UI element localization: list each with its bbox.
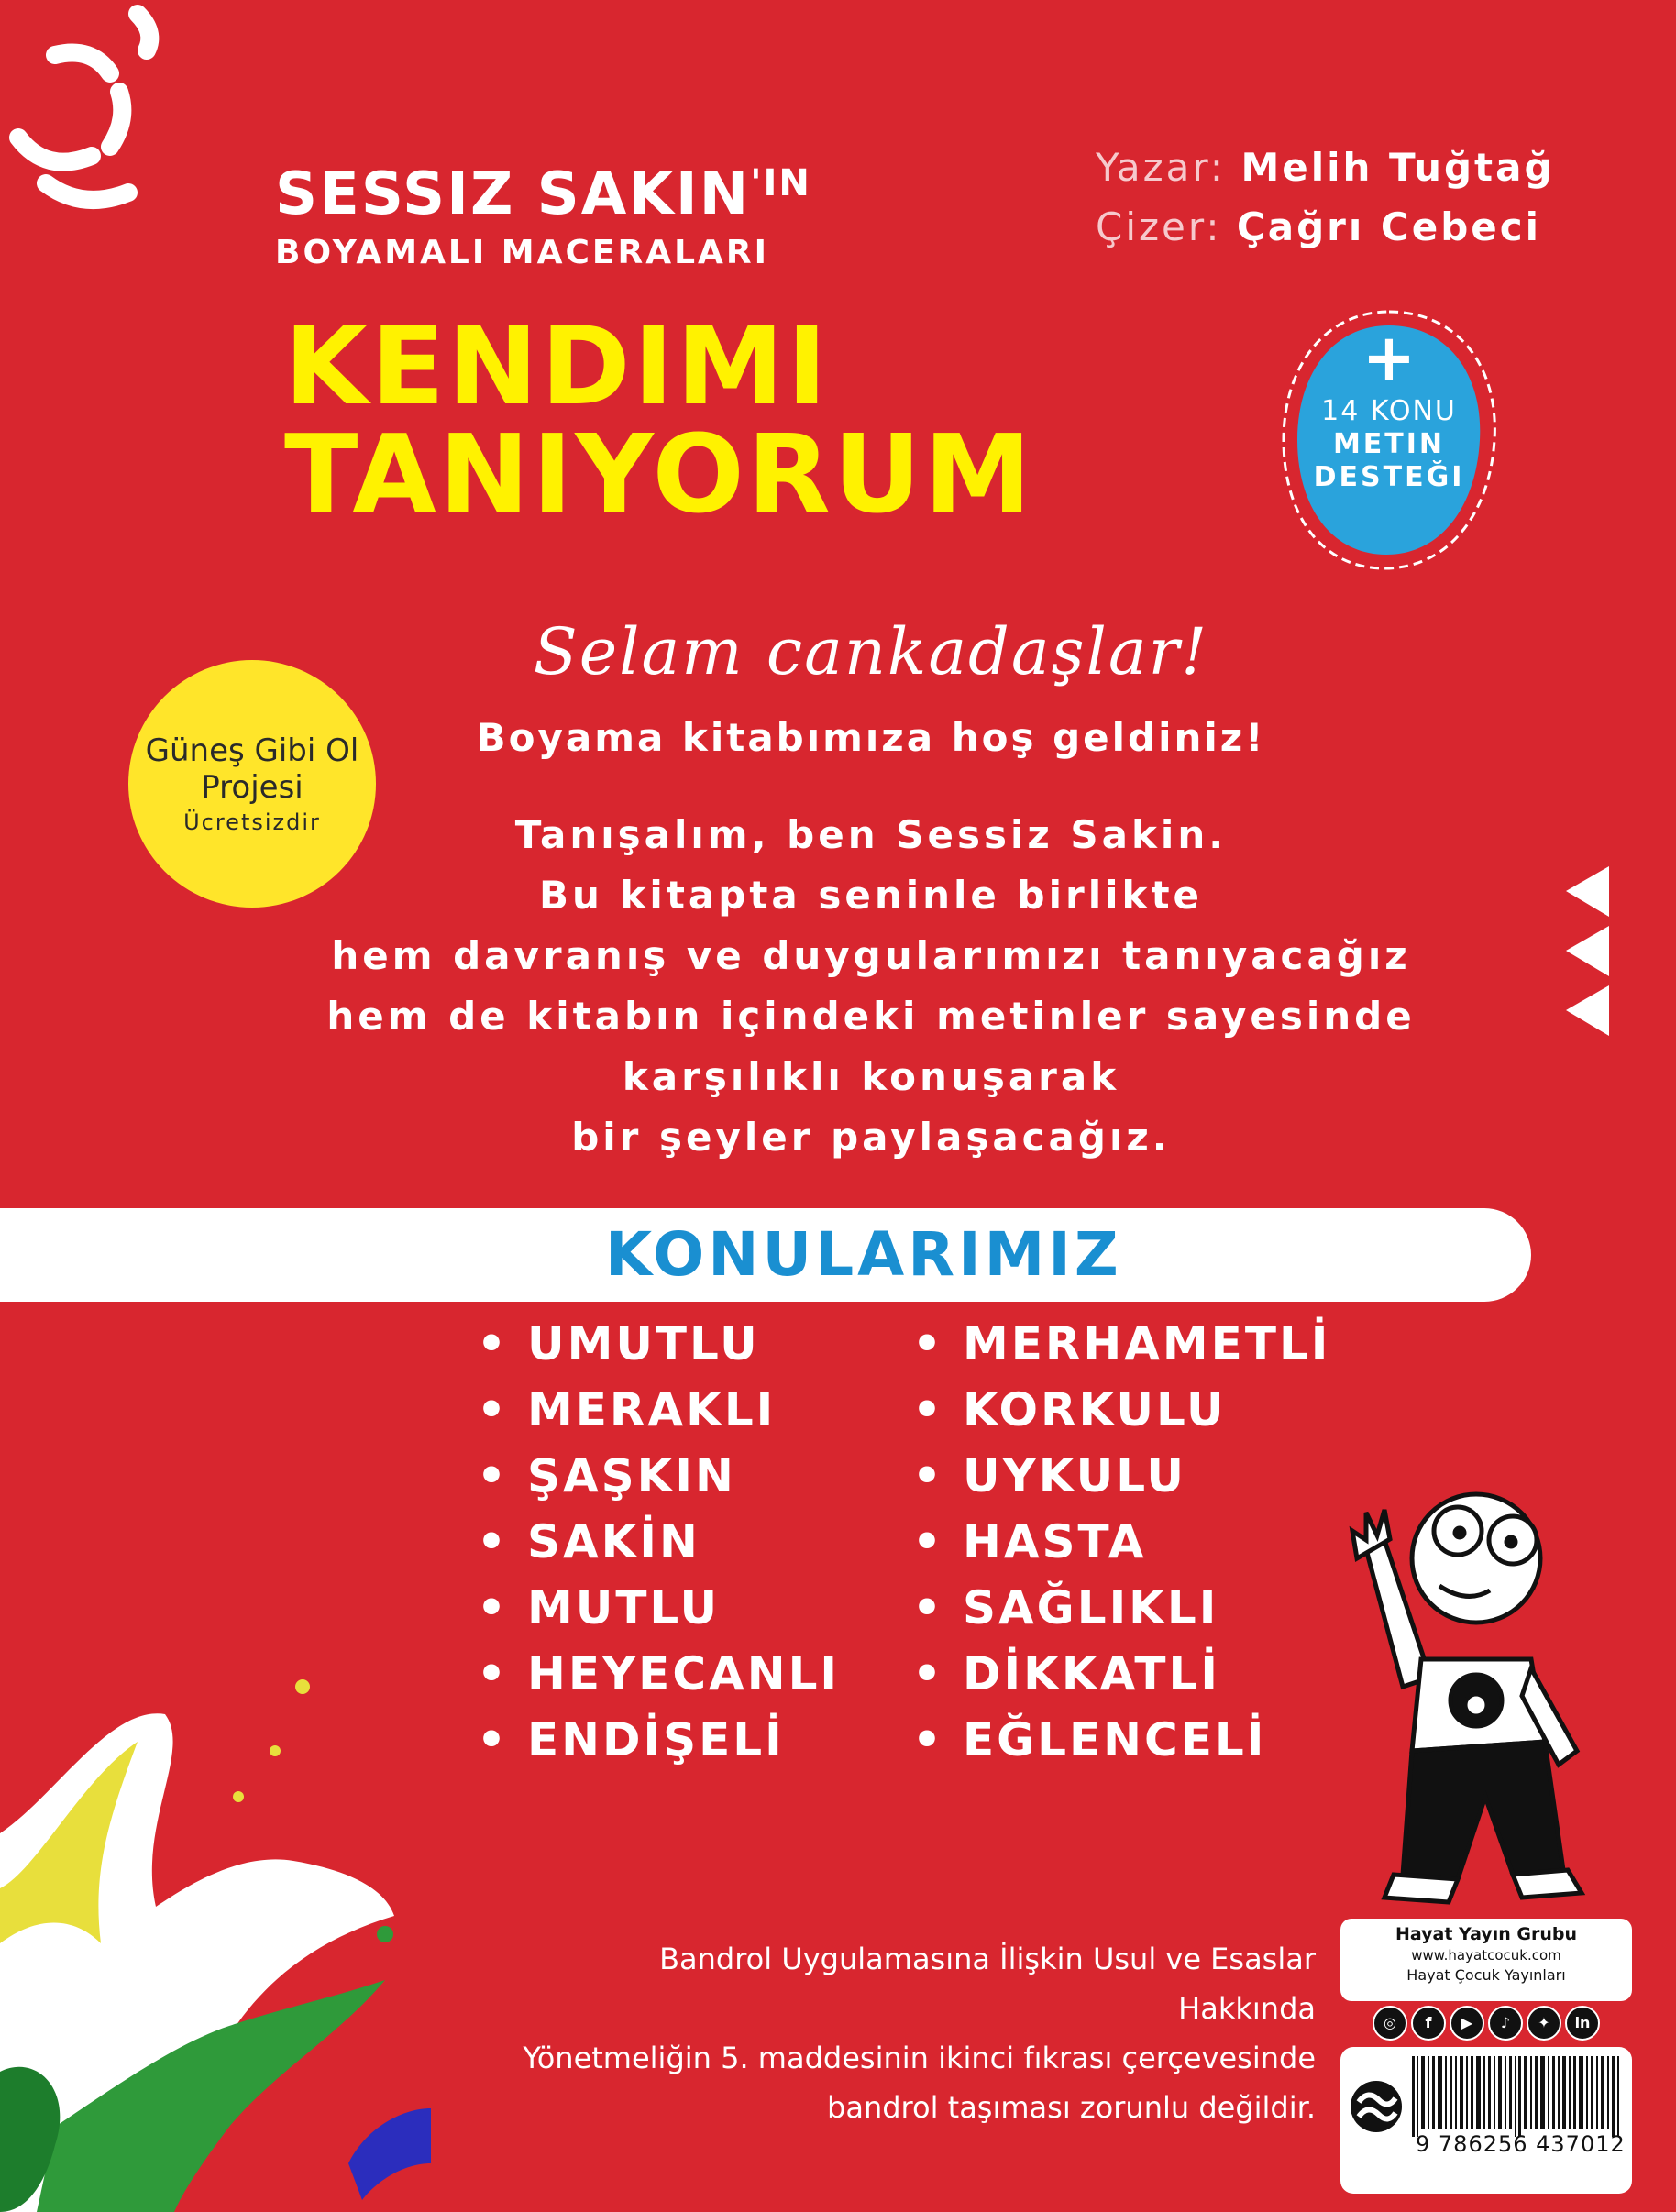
series-suffix: 'IN — [750, 162, 811, 204]
badge-line1: 14 KONU — [1321, 395, 1457, 427]
list-item: • KORKULU — [912, 1377, 1330, 1443]
social-icons — [1340, 2006, 1632, 2042]
sun-badge-line1: Güneş Gibi Ol — [145, 732, 359, 769]
author-label: Yazar: — [1096, 145, 1227, 190]
tiktok-icon: ♪ — [1488, 2006, 1523, 2041]
list-item: • MUTLU — [477, 1575, 840, 1641]
badge-text — [1274, 320, 1504, 494]
list-item: • HASTA — [912, 1509, 1330, 1575]
greeting-headline: Selam cankadaşlar! — [533, 614, 1209, 689]
intro-line: karşılıklı konuşarak — [622, 1054, 1120, 1099]
list-item: • SAĞLIKLI — [912, 1575, 1330, 1641]
intro-line: hem davranış ve duygularımızı tanıyacağız — [331, 933, 1411, 978]
credits — [1096, 138, 1555, 257]
series-name: SESSIZ SAKIN — [275, 160, 751, 228]
notice-line: Yönetmeliğin 5. maddesinin ikinci fıkrası çerçevesinde — [523, 2041, 1316, 2075]
sun-badge-line3: Ücretsizdir — [183, 809, 321, 835]
barcode-number: 9 786256 437012 — [1416, 2131, 1626, 2157]
twitter-icon: ✦ — [1527, 2006, 1561, 2041]
book-title-line2: TANIYORUM — [284, 411, 1034, 537]
publisher-name: Hayat Yayın Grubu — [1395, 1924, 1577, 1944]
list-item: • UYKULU — [912, 1443, 1330, 1509]
list-item: • ŞAŞKIN — [477, 1443, 840, 1509]
list-item: • HEYECANLI — [477, 1641, 840, 1707]
book-title-line1: KENDIMI — [284, 303, 830, 429]
intro-line: Tanışalım, ben Sessiz Sakin. — [514, 812, 1228, 857]
series-title — [275, 160, 811, 271]
topics-list-left — [477, 1311, 840, 1773]
book-title — [284, 303, 1034, 537]
intro-line: bir şeyler paylaşacağız. — [571, 1115, 1171, 1160]
list-item: • MERHAMETLİ — [912, 1311, 1330, 1377]
intro-line: hem de kitabın içindeki metinler sayesinde — [326, 994, 1416, 1039]
character-illustration — [1348, 1448, 1595, 1907]
publisher-imprint: Hayat Çocuk Yayınları — [1406, 1966, 1566, 1984]
list-item: • ENDİŞELİ — [477, 1707, 840, 1773]
intro-text — [275, 805, 1467, 1168]
publisher-logo-icon — [1348, 2074, 1405, 2139]
sun-badge-line2: Projesi — [201, 769, 303, 806]
publisher-header — [1340, 1919, 1632, 2001]
instagram-icon: ◎ — [1373, 2006, 1407, 2041]
publisher-website: www.hayatcocuk.com — [1411, 1947, 1561, 1964]
decorative-triangles — [1559, 862, 1614, 1045]
facebook-icon: f — [1411, 2006, 1446, 2041]
series-subtitle: BOYAMALI MACERALARI — [275, 234, 769, 271]
author-name: Melih Tuğtağ — [1240, 145, 1555, 190]
decorative-swirl — [0, 0, 202, 248]
topics-heading: KONULARIMIZ — [605, 1219, 1122, 1290]
greeting-subline: Boyama kitabımıza hoş geldiniz! — [476, 715, 1266, 760]
linkedin-icon: in — [1565, 2006, 1600, 2041]
plus-icon: + — [1362, 320, 1417, 395]
youtube-icon: ▶ — [1450, 2006, 1484, 2041]
list-item: • EĞLENCELİ — [912, 1707, 1330, 1773]
barcode — [1412, 2056, 1623, 2137]
list-item: • UMUTLU — [477, 1311, 840, 1377]
badge-line2: METIN — [1332, 428, 1446, 460]
list-item: • DİKKATLİ — [912, 1641, 1330, 1707]
list-item: • MERAKLI — [477, 1377, 840, 1443]
topics-list-right — [912, 1311, 1330, 1773]
legal-notice — [513, 1934, 1316, 2132]
publisher-block — [1340, 1919, 1632, 2194]
notice-line: Bandrol Uygulamasına İlişkin Usul ve Esaslar Hakkında — [659, 1942, 1316, 2026]
badge-line3: DESTEĞI — [1313, 461, 1465, 493]
intro-line: Bu kitapta seninle birlikte — [538, 873, 1204, 918]
paint-splash-illustration — [0, 1613, 431, 2212]
barcode-box — [1340, 2047, 1632, 2194]
illustrator-name: Çağrı Cebeci — [1236, 204, 1542, 250]
illustrator-label: Çizer: — [1096, 204, 1222, 250]
list-item: • SAKİN — [477, 1509, 840, 1575]
notice-line: bandrol taşıması zorunlu değildir. — [827, 2090, 1316, 2125]
